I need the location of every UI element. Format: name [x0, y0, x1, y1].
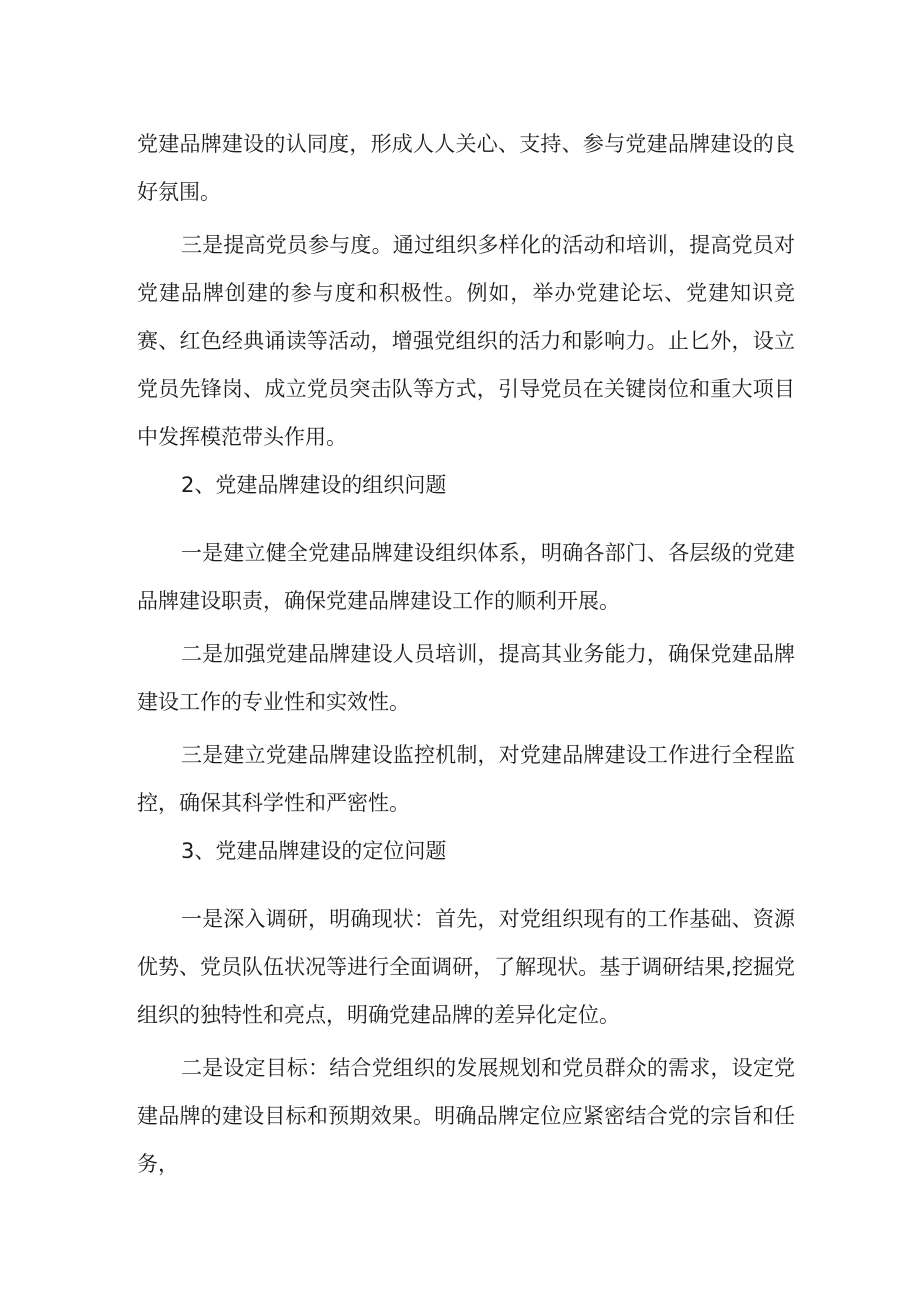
paragraph-org-system: 一是建立健全党建品牌建设组织体系，明确各部门、各层级的党建品牌建设职责，确保党建品牌建设工作的顺利开展。	[137, 541, 795, 613]
paragraph-training: 二是加强党建品牌建设人员培训，提高其业务能力，确保党建品牌建设工作的专业性和实效性。	[137, 642, 795, 714]
section-heading-positioning: 3、党建品牌建设的定位问题	[181, 839, 447, 863]
paragraph-participation: 三是提高党员参与度。通过组织多样化的活动和培训，提高党员对党建品牌创建的参与度和积极性。例如，举办党建论坛、党建知识竞赛、红色经典诵读等活动，增强党组织的活力和影响力。止匕外，设立党员先锋岗、成立党员突击队等方式，引导党员在关键岗位和重大项目中发挥模范带头作用。	[137, 233, 795, 449]
section-heading-organization: 2、党建品牌建设的组织问题	[181, 473, 447, 497]
paragraph-goals: 二是设定目标：结合党组织的发展规划和党员群众的需求，设定党建品牌的建设目标和预期效果。明确品牌定位应紧密结合党的宗旨和任务，	[137, 1056, 795, 1176]
paragraph-atmosphere: 党建品牌建设的认同度，形成人人关心、支持、参与党建品牌建设的良好氛围。	[137, 132, 795, 204]
paragraph-research: 一是深入调研，明确现状：首先，对党组织现有的工作基础、资源优势、党员队伍状况等进行全面调研，了解现状。基于调研结果,挖掘党组织的独特性和亮点，明确党建品牌的差异化定位。	[137, 907, 795, 1027]
paragraph-monitoring: 三是建立党建品牌建设监控机制，对党建品牌建设工作进行全程监控，确保其科学性和严密性。	[137, 743, 795, 815]
